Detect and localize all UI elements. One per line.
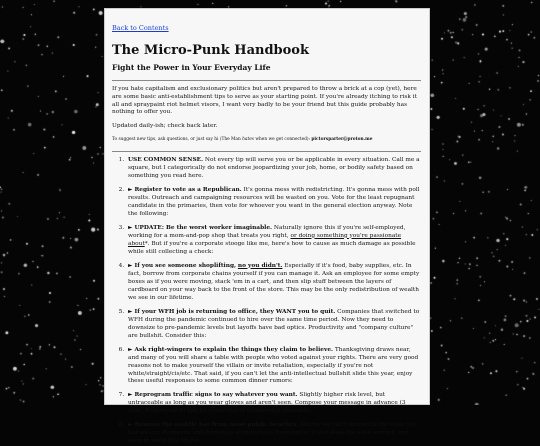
tip-heading[interactable]: ► Reprogram traffic signs to say whatever you want. bbox=[128, 392, 298, 399]
page-title: The Micro-Punk Handbook bbox=[112, 43, 309, 58]
tip-item bbox=[126, 187, 421, 219]
tip-text: dismantle anti-homeless architecture. Even better if you steal the allen wrench, but keep in mind that Home bbox=[128, 430, 409, 445]
tip-heading[interactable]: ► If you see someone shoplifting, bbox=[128, 262, 237, 269]
tip-heading[interactable]: ► Ask right-wingers to explain the things they claim to believe. bbox=[128, 346, 334, 353]
contact-line bbox=[112, 137, 421, 143]
tip-heading[interactable]: ► Register to vote as a Republican. bbox=[128, 186, 242, 193]
tip-heading: USE COMMON SENSE. bbox=[128, 156, 204, 163]
page-subtitle: Fight the Power in Your Everyday Life bbox=[112, 63, 271, 72]
contact-prefix: To suggest new tips, ask questions, or just say hi (The Man bbox=[112, 137, 241, 143]
tips-list bbox=[112, 157, 421, 446]
contact-hates: hates bbox=[242, 137, 254, 143]
tip-item bbox=[126, 309, 421, 341]
tip-heading[interactable]: ► Remove the middle bar from most public benches. bbox=[128, 422, 299, 429]
tip-text: Thanksgiving draws near, and many of you will share a table with people who voted against your rights. There are very good reasons not to make yourself the villain or invite retaliation, especially if you're not white/straight/cis/etc. That said, if you can't let the anti-intellectual bullshit slide this year, enjoy these useful responses to some common dinner rumors: bbox=[128, 346, 419, 385]
tip-text: Slightly higher risk level, but untraceable as long as you wear gloves and aren't seen. Compose your message in advance (3 lines, 8 chars each) and be conscious of unintended outcomes. bbox=[128, 392, 406, 415]
tip-text: *. But if you're a corporate stooge like me, here's how to cause as much damage as possible while still collecting a check: bbox=[128, 240, 416, 255]
tip-item bbox=[126, 422, 421, 446]
intro-paragraph: If you hate capitalism and exclusionary politics but aren't prepared to throw a brick at a cop (yet), here are some basic anti-establishment tips to serve as your starting point. If you're already itching to risk it all and spraypaint riot helmet visors, I want very badly to be your friend but this guide probably has nothing to offer you. bbox=[112, 86, 417, 116]
handbook-page bbox=[104, 8, 430, 445]
tip-heading[interactable]: ► UPDATE: Be the worst worker imaginable. bbox=[128, 224, 273, 231]
tip-item bbox=[126, 157, 421, 181]
tip-item bbox=[126, 263, 421, 303]
tip-link[interactable]: no you didn't. bbox=[237, 262, 283, 269]
tip-text: Especially if it's food, baby supplies, etc. In fact, borrow from corporate chains yourself if you can manage it. Ask an employee for some empty boxes as if you were moving, stack 'em in a cart, and then slip stuff between the layers of cardboard on your way back to the front of the store. This may be the only redistribution of wealth we see in our lifetime. bbox=[128, 262, 420, 301]
tip-item bbox=[126, 347, 421, 387]
tip-text: Naturally ignore this if you're self-employed, working for a mom-and-pop shop that treats you right, bbox=[128, 224, 406, 239]
tip-item bbox=[126, 392, 421, 416]
contact-mid: when we get connected): bbox=[255, 137, 311, 143]
divider bbox=[112, 151, 421, 152]
divider bbox=[112, 80, 421, 81]
back-to-contents-link[interactable]: Back to Contents bbox=[112, 24, 169, 32]
tip-item bbox=[126, 225, 421, 257]
tip-text: Companies that switched to WFH during the pandemic continued to hire over the same time period. Now they need to downsize to pre-pandemic levels but layoffs have bad optics. Productivity and "company culture" are bullshit. Consider this: bbox=[128, 308, 420, 339]
tip-emphasis: can bbox=[149, 430, 161, 437]
tip-heading[interactable]: ► If your WFH job is returning to office, they WANT you to quit. bbox=[128, 308, 336, 315]
contact-email[interactable]: pictorsparter@proton.me bbox=[311, 137, 373, 143]
updated-note: Updated daily-ish; check back later. bbox=[112, 123, 218, 130]
tip-text: Not every tip will serve you or be applicable in every situation. Call me a square, but I categorically do not endorse jeopardizing your job, home, or bodily safety based on something you read here. bbox=[128, 156, 420, 179]
tip-text: Maybe we can't dismantle the state yet, but we bbox=[128, 422, 418, 437]
tip-link[interactable]: or doing something you're passionate about bbox=[128, 232, 402, 247]
tip-text: It's gonna mess with redistricting. It's gonna mess with poll results. Outreach and campaigning resources will be wasted on you. Vote for the least repugnant candidate in the primaries, then vote for whoever you want in the general election anyway. Note the following: bbox=[128, 186, 420, 217]
